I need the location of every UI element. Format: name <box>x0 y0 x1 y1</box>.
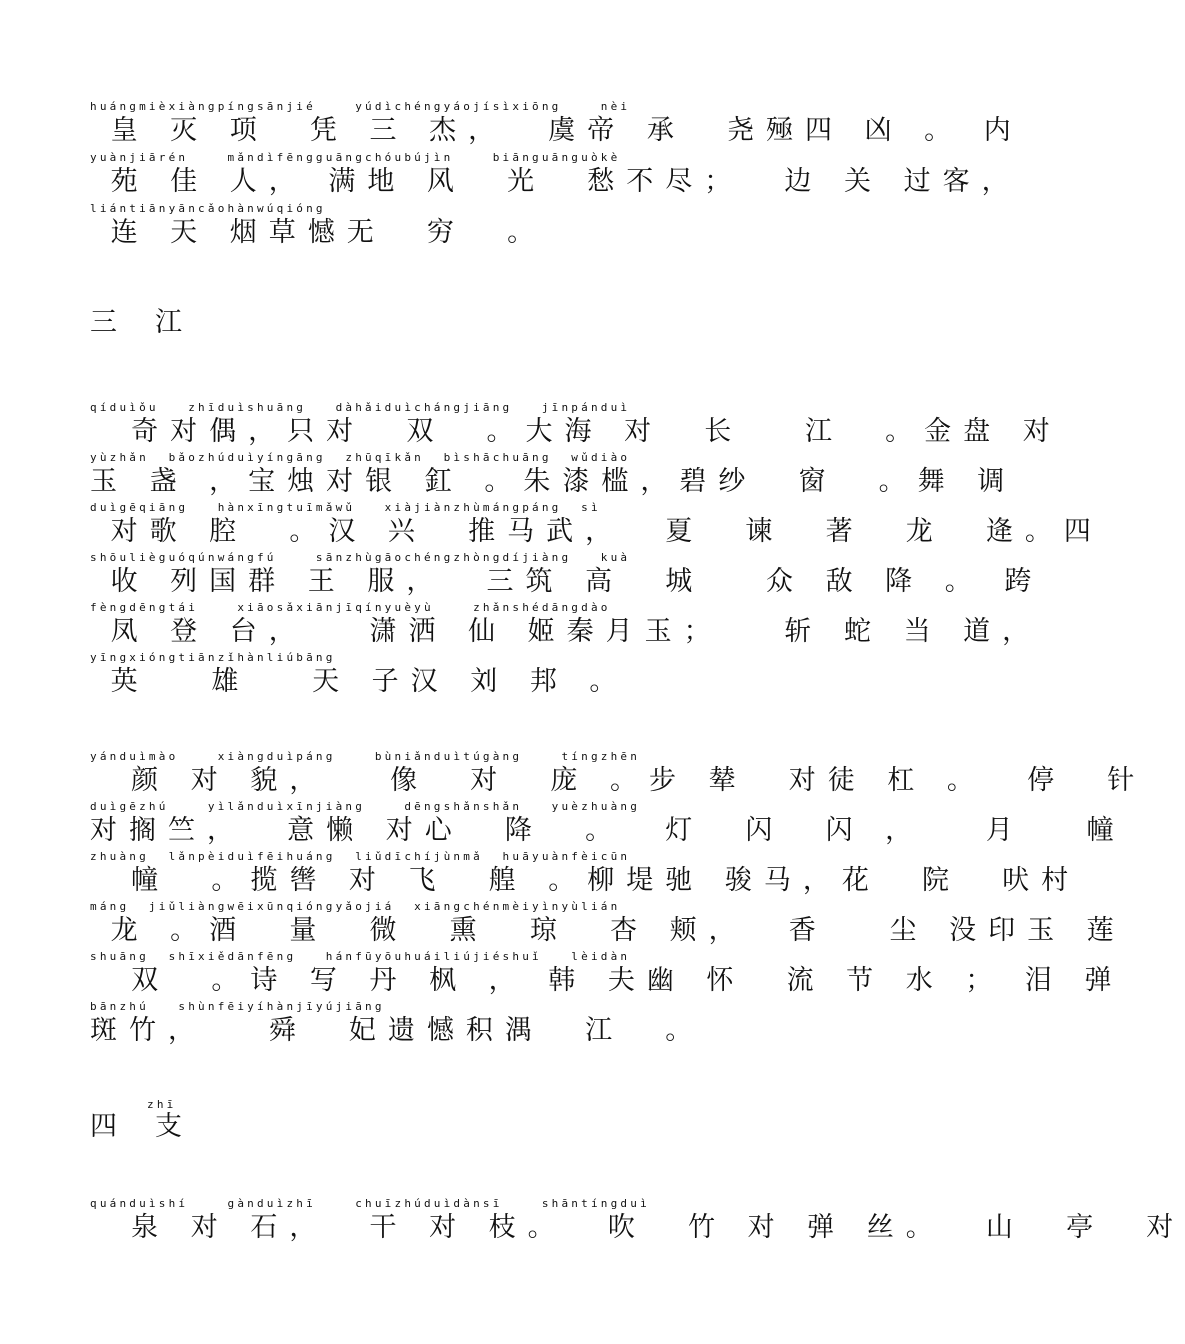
section-heading: 三江 <box>90 307 220 338</box>
hanzi-line: 龙 。酒 量 微 熏 琼 杏 颊， 香 尘 没印玉 莲 <box>90 915 1126 946</box>
pinyin-line: duìgēzhú yìlǎnduìxīnjiàng dēngshǎnshǎn yuèzhuàng <box>90 800 641 813</box>
pinyin-line: bānzhú shùnfēiyíhànjīyújiāng <box>90 1000 385 1013</box>
hanzi-line: 苑 佳 人， 满地 风 光 愁不尽； 边 关 过客， <box>90 166 1021 197</box>
hanzi-line: 英 雄 天 子汉 刘 邦 。 <box>90 666 629 697</box>
hanzi-line: 幢 。揽辔 对 飞 艎 。柳堤驰 骏马，花 院 吠村 <box>90 865 1081 896</box>
pinyin-line: qíduìǒu zhīduìshuāng dàhǎiduìchángjiāng jīnpánduì <box>90 401 631 414</box>
pinyin-line: shuāng shīxiědānfēng hánfūyōuhuáiliújiéshuǐ lèidàn <box>90 950 631 963</box>
pinyin-line: liántiānyāncǎohànwúqióng <box>90 202 326 215</box>
pinyin-line: yuànjiārén mǎndìfēngguāngchóubújìn biānguānguòkè <box>90 151 621 164</box>
heading-pinyin: zhī <box>147 1098 177 1111</box>
hanzi-line: 颜 对 貌， 像 对 庞 。步 辇 对徒 杠 。 停 针 <box>90 765 1147 796</box>
pinyin-line: quánduìshí gànduìzhī chuīzhúduìdànsī shāntíngduì <box>90 1197 650 1210</box>
hanzi-line: 连 天 烟草憾无 穷 。 <box>90 217 547 248</box>
hanzi-line: 对搁竺， 意懒 对心 降 。 灯 闪 闪 ， 月 幢 <box>90 815 1126 846</box>
pinyin-line: yīngxióngtiānzǐhànliúbāng <box>90 651 336 664</box>
pinyin-line: shōulièguóqúnwángfú sānzhùgāochéngzhòngdíjiàng kuà <box>90 551 631 564</box>
hanzi-line: 凤 登 台， 潇洒 仙 姬秦月玉； 斩 蛇 当 道， <box>90 616 1042 647</box>
hanzi-line: 奇对偶，只对 双 。大海 对 长 江 。金盘 对 <box>90 416 1062 447</box>
pinyin-line: huángmièxiàngpíngsānjié yúdìchéngyáojísìxiōng nèi <box>90 100 631 113</box>
pinyin-line: fèngdēngtái xiāosǎxiānjīqínyuèyù zhǎnshédāngdào <box>90 601 611 614</box>
pinyin-line: zhuàng lǎnpèiduìfēihuáng liǔdīchíjùnmǎ huāyuànfèicūn <box>90 850 631 863</box>
pinyin-line: máng jiǔliàngwēixūnqióngyǎojiá xiāngchénmèiyìnyùlián <box>90 900 621 913</box>
pinyin-line: yánduìmào xiàngduìpáng bùniǎnduìtúgàng tíngzhēn <box>90 750 641 763</box>
hanzi-line: 泉 对 石， 干 对 枝。 吹 竹 对 弹 丝。 山 亭 对 <box>90 1212 1185 1243</box>
hanzi-line: 收 列国群 王 服， 三筑 高 城 众 敌 降 。 跨 <box>90 566 1044 597</box>
section-heading: 四支 <box>90 1111 220 1142</box>
hanzi-line: 皇 灭 项 凭 三 杰， 虞帝 承 尧殛四 凶 。 内 <box>90 115 1023 146</box>
hanzi-line: 双 。诗 写 丹 枫 ， 韩 夫幽 怀 流 节 水 ； 泪 弹 <box>90 965 1124 996</box>
hanzi-line: 对歌 腔 。汉 兴 推马武， 夏 谏 著 龙 逄。四 <box>90 516 1103 547</box>
pinyin-line: yùzhǎn bǎozhúduìyíngāng zhūqīkǎn bìshāchuāng wǔdiào <box>90 451 631 464</box>
pinyin-line: duìgēqiāng hànxīngtuīmǎwǔ xiàjiànzhùmángpáng sì <box>90 501 601 514</box>
hanzi-line: 玉 盏 ，宝烛对银 釭 。朱漆槛，碧纱 窗 。舞 调 <box>90 466 1017 497</box>
hanzi-line: 斑竹， 舜 妃遗憾积湡 江 。 <box>90 1015 705 1046</box>
